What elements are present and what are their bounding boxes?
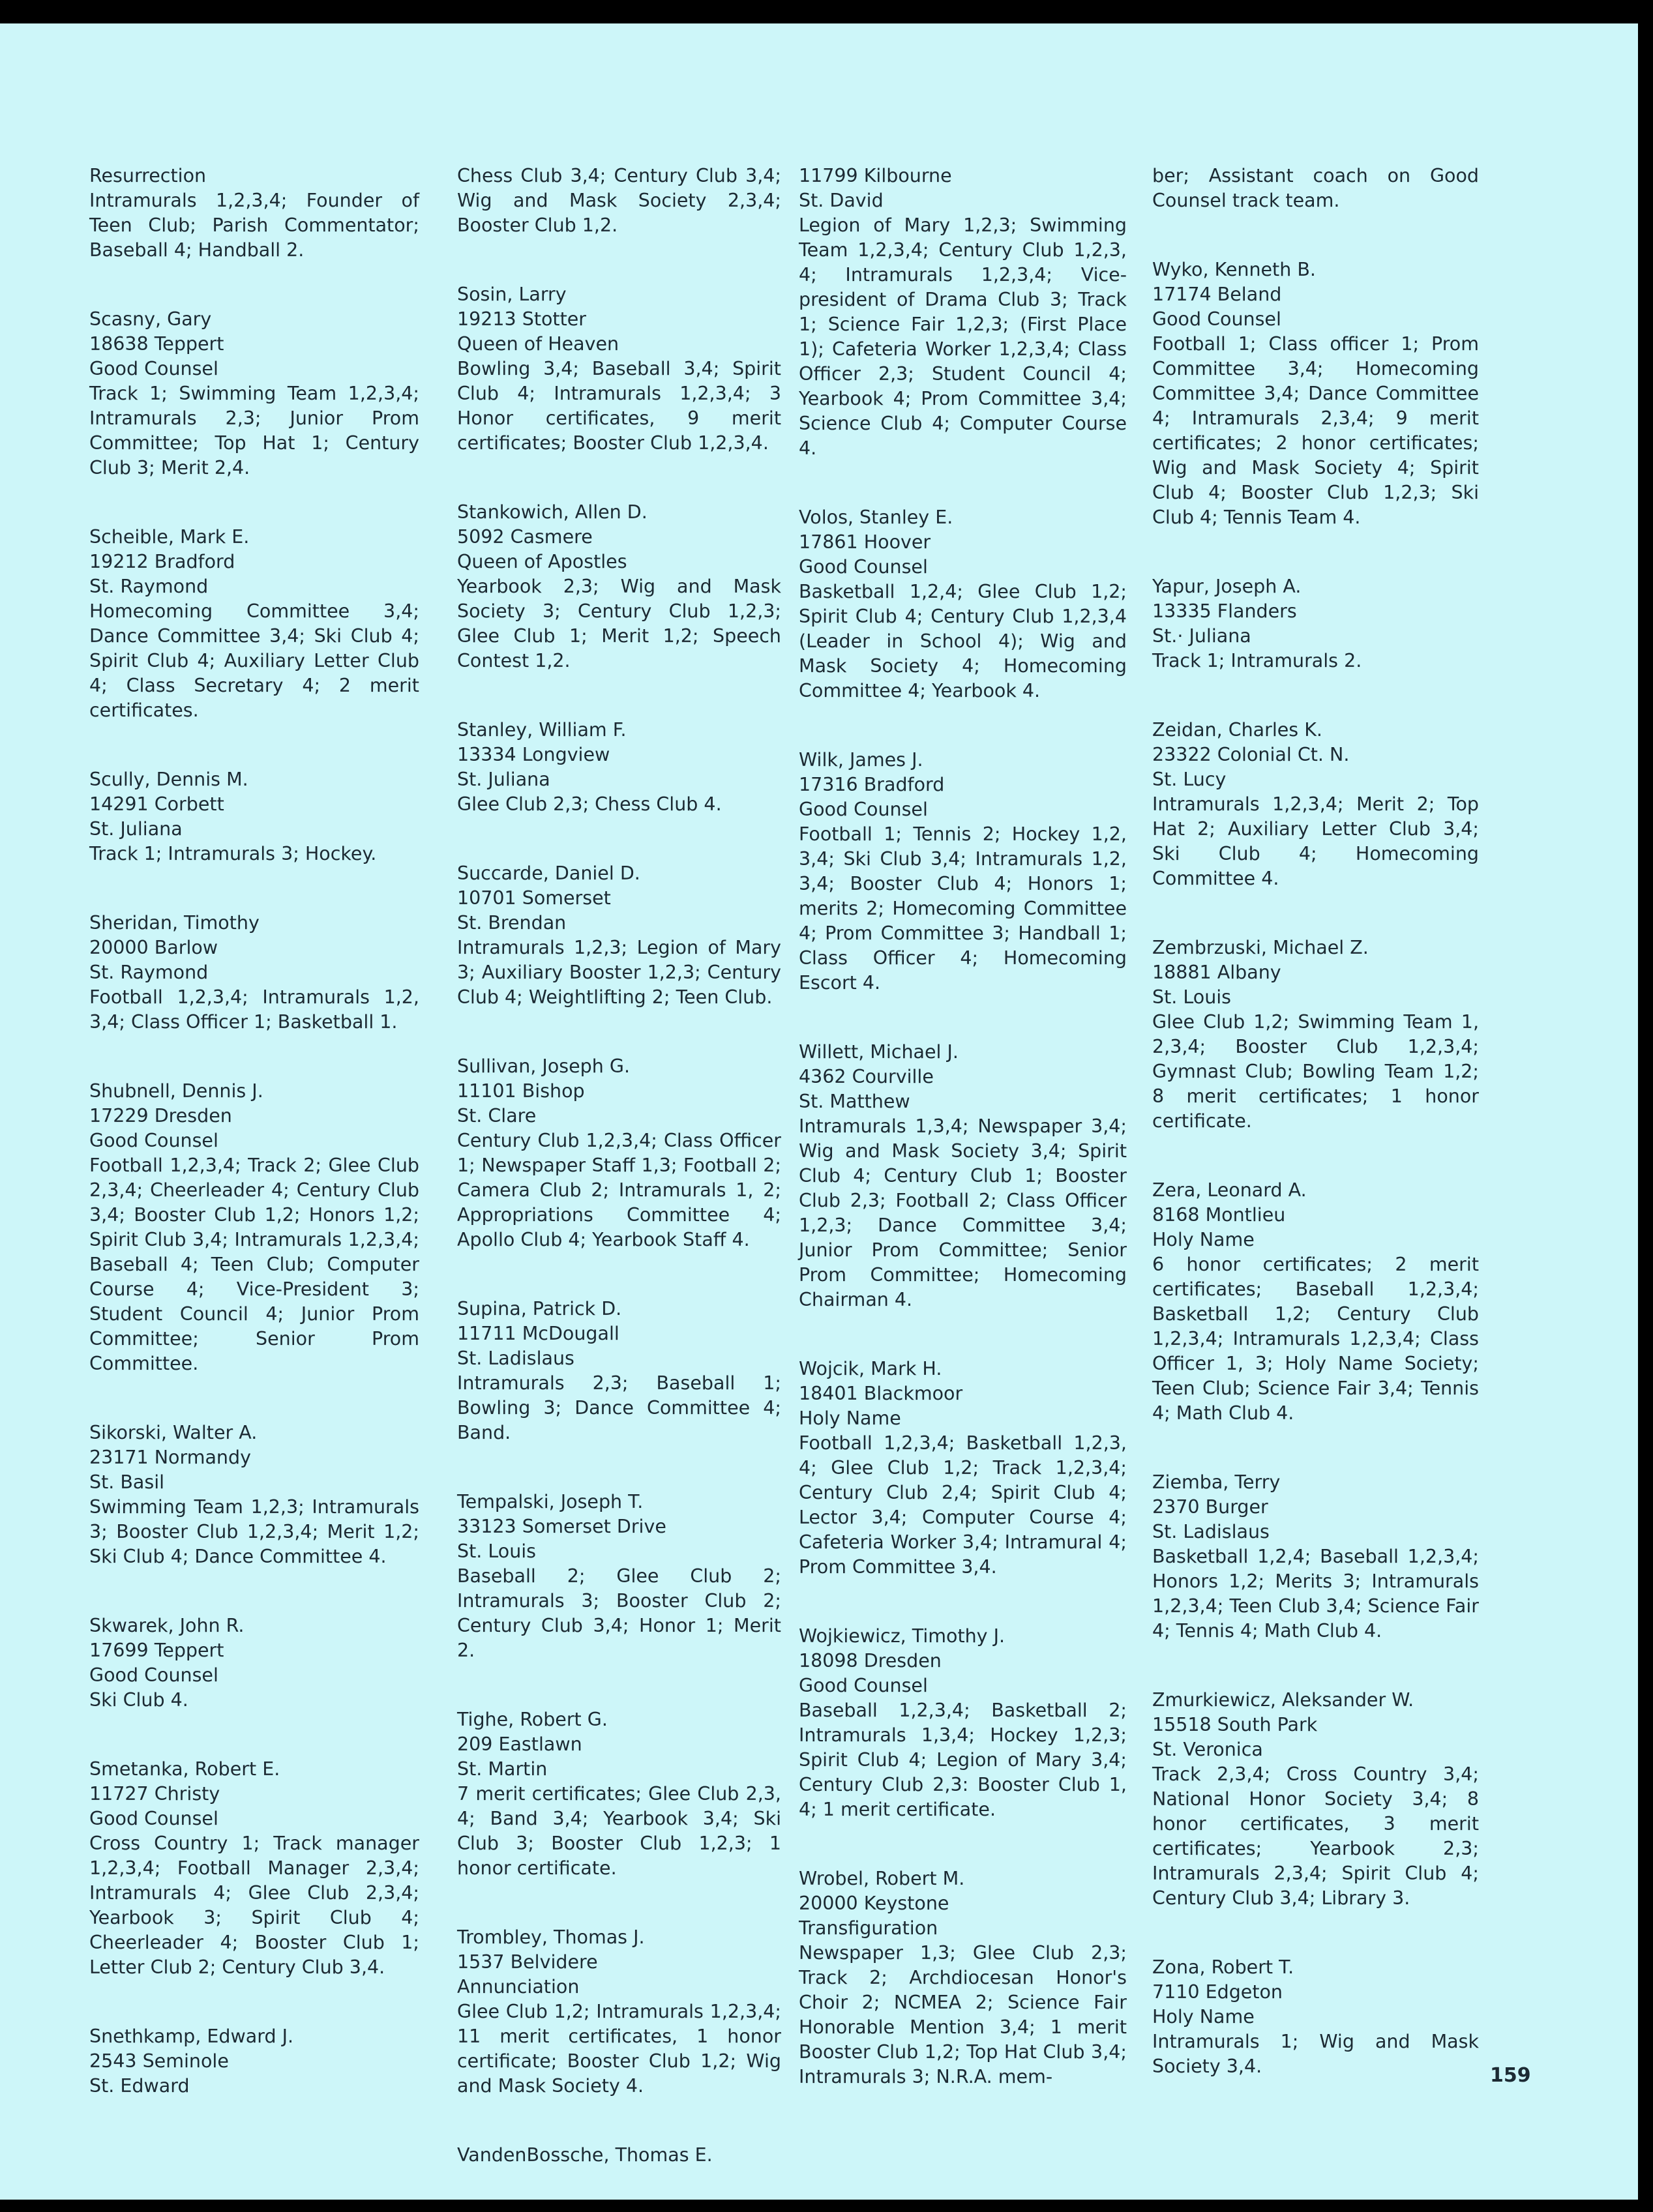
student-parish: St. Martin <box>457 1758 548 1780</box>
student-street: 23171 Normandy <box>89 1447 251 1468</box>
student-name: Succarde, Daniel D. <box>457 863 640 884</box>
student-entry <box>457 861 781 1010</box>
student-entry <box>1152 718 1479 891</box>
student-name: Smetanka, Robert E. <box>89 1758 280 1780</box>
student-parish: St. Louis <box>457 1541 537 1562</box>
student-name: Snethkamp, Edward J. <box>89 2026 294 2047</box>
student-name: VandenBossche, Thomas E. <box>457 2144 713 2166</box>
student-parish: St. Juliana <box>457 769 550 790</box>
student-entry <box>1152 1955 1479 2079</box>
student-parish: St. Veronica <box>1152 1739 1263 1760</box>
student-name: Tighe, Robert G. <box>457 1709 608 1730</box>
student-activities: Basketball 1,2,4; Glee Club 1,2; Spirit Club 4; Century Club 1,2,3,4 (Leader in School 4); Wig and Mask Society 4; Homecoming Committee 4; Yearbook 4. <box>799 581 1127 701</box>
student-street: 13335 Flanders <box>1152 600 1297 622</box>
student-entry <box>457 1925 781 2099</box>
student-entry <box>89 767 419 866</box>
student-activities: Homecoming Committee 3,4; Dance Committee 3,4; Ski Club 4; Spirit Club 4; Auxiliary Letter Club 4; Class Secretary 4; 2 merit certificates. <box>89 600 419 721</box>
student-parish: St. Basil <box>89 1471 165 1493</box>
student-name: Shubnell, Dennis J. <box>89 1080 263 1102</box>
student-entry <box>1152 1178 1479 1426</box>
student-activities: Baseball 2; Glee Club 2; Intramurals 3; Booster Club 2; Century Club 3,4; Honor 1; Merit 2. <box>457 1565 781 1661</box>
student-entry <box>457 718 781 817</box>
student-name: Scheible, Mark E. <box>89 526 250 548</box>
student-street: 14291 Corbett <box>89 793 224 815</box>
student-name: Skwarek, John R. <box>89 1615 245 1636</box>
student-parish: St. Raymond <box>89 576 209 597</box>
student-name: Sikorski, Walter A. <box>89 1422 258 1443</box>
student-street: 19212 Bradford <box>89 551 235 572</box>
student-name: Tempalski, Joseph T. <box>457 1491 644 1512</box>
student-entry <box>89 1079 419 1376</box>
student-parish: St. Edward <box>89 2075 190 2097</box>
student-street: 7110 Edgeton <box>1152 1981 1283 2003</box>
student-parish: Good Counsel <box>89 1664 218 1686</box>
student-street: 17229 Dresden <box>89 1105 232 1127</box>
student-name: Zmurkiewicz, Aleksander W. <box>1152 1689 1414 1711</box>
student-street: 17861 Hoover <box>799 531 931 553</box>
student-parish: St. Juliana <box>89 818 183 840</box>
student-street: 15518 South Park <box>1152 1714 1318 1735</box>
student-entry <box>1152 574 1479 673</box>
student-entry <box>799 1866 1127 2089</box>
student-entry <box>1152 258 1479 530</box>
student-name: Zera, Leonard A. <box>1152 1179 1307 1201</box>
student-activities: Football 1; Class officer 1; Prom Committee 3,4; Homecoming Committee 3,4; Dance Committee 4; Intramurals 2,3,4; 9 merit certificates; 2 honor certificates; Wig and Mask Society 4; Spirit Club 4; Booster Club 1,2,3; Ski Club 4; Tennis Team 4. <box>1152 333 1479 528</box>
student-entry <box>457 282 781 456</box>
student-entry <box>799 505 1127 703</box>
student-name: Sullivan, Joseph G. <box>457 1055 631 1077</box>
student-parish: Holy Name <box>1152 2006 1255 2028</box>
student-entry <box>457 2143 781 2168</box>
student-activities: Baseball 1,2,3,4; Basketball 2; Intramurals 1,3,4; Hockey 1,2,3; Spirit Club 4; Legion of Mary 3,4; Century Club 2,3: Booster Club 1, 4; 1 merit certificate. <box>799 1700 1127 1820</box>
student-name: Stanley, William F. <box>457 719 627 741</box>
student-street: 2370 Burger <box>1152 1496 1268 1518</box>
student-entry <box>457 1490 781 1663</box>
student-street: 8168 Montlieu <box>1152 1204 1286 1226</box>
student-street: 17316 Bradford <box>799 774 945 795</box>
student-name: Wojkiewicz, Timothy J. <box>799 1625 1005 1647</box>
student-entry <box>1152 1688 1479 1911</box>
student-street: 20000 Keystone <box>799 1893 949 1914</box>
student-activities: Glee Club 2,3; Chess Club 4. <box>457 793 722 815</box>
student-entry <box>799 1624 1127 1822</box>
student-entry <box>799 1040 1127 1312</box>
student-entry <box>89 1614 419 1713</box>
student-parish: St. Raymond <box>89 962 209 983</box>
student-activities: Track 1; Swimming Team 1,2,3,4; Intramurals 2,3; Junior Prom Committee; Top Hat 1; Century Club 3; Merit 2,4. <box>89 383 419 479</box>
yearbook-page <box>0 23 1638 2200</box>
student-activities: Football 1,2,3,4; Track 2; Glee Club 2,3,4; Cheerleader 4; Century Club 3,4; Booster Club 1,2; Honors 1,2; Spirit Club 3,4; Intramurals 1,2,3,4; Baseball 4; Teen Club; Computer Course 4; Vice-President 3; Student Council 4; Junior Prom Committee; Senior Prom Committee. <box>89 1155 419 1374</box>
student-entry <box>1152 936 1479 1134</box>
student-activities: 7 merit certificates; Glee Club 2,3, 4; Band 3,4; Yearbook 3,4; Ski Club 3; Booster Club 1,2,3; 1 honor certificate. <box>457 1783 781 1879</box>
student-parish: Good Counsel <box>799 799 928 820</box>
student-parish: Good Counsel <box>89 358 218 379</box>
page-number: 159 <box>1490 2064 1531 2087</box>
student-entry <box>457 500 781 673</box>
student-street: 17174 Beland <box>1152 284 1282 305</box>
student-activities: Swimming Team 1,2,3; Intramurals 3; Booster Club 1,2,3,4; Merit 1,2; Ski Club 4; Dance Committee 4. <box>89 1496 419 1567</box>
student-entry <box>799 748 1127 995</box>
student-name: Yapur, Joseph A. <box>1152 576 1302 597</box>
student-parish: St. Clare <box>457 1105 537 1127</box>
student-activities: Newspaper 1,3; Glee Club 2,3; Track 2; Archdiocesan Honor's Choir 2; NCMEA 2; Science Fair Honorable Mention 3,4; 1 merit Booster Club 1,2; Top Hat Club 3,4; Intramurals 3; N.R.A. mem- <box>799 1942 1127 2087</box>
student-street: 13334 Longview <box>457 744 610 765</box>
student-street: 4362 Courville <box>799 1066 934 1087</box>
student-name: Volos, Stanley E. <box>799 507 953 528</box>
student-activities: Century Club 1,2,3,4; Class Officer 1; Newspaper Staff 1,3; Football 2; Camera Club 2; Intramurals 1, 2; Appropriations Committee 4; Apollo Club 4; Yearbook Staff 4. <box>457 1130 781 1250</box>
student-activities: Intramurals 1,3,4; Newspaper 3,4; Wig and Mask Society 3,4; Spirit Club 4; Century Club 1; Booster Club 2,3; Football 2; Class Officer 1,2,3; Dance Committee 3,4; Junior Prom Committee; Senior Prom Committee; Homecoming Chairman 4. <box>799 1115 1127 1310</box>
student-street: 33123 Somerset Drive <box>457 1516 666 1537</box>
student-activities: Intramurals 1; Wig and Mask Society 3,4. <box>1152 2031 1479 2077</box>
student-entry <box>89 1421 419 1569</box>
student-street: 18401 Blackmoor <box>799 1383 963 1404</box>
student-parish: Good Counsel <box>1152 308 1281 330</box>
column-2 <box>457 164 781 2212</box>
student-street: 23322 Colonial Ct. N. <box>1152 744 1350 765</box>
student-activities: Yearbook 2,3; Wig and Mask Society 3; Century Club 1,2,3; Glee Club 1; Merit 1,2; Speech Contest 1,2. <box>457 576 781 671</box>
student-activities: Cross Country 1; Track manager 1,2,3,4; Football Manager 2,3,4; Intramurals 4; Glee Club 2,3,4; Yearbook 3; Spirit Club 4; Cheerleader 4; Booster Club 1; Letter Club 2; Century Club 3,4. <box>89 1833 419 1978</box>
student-parish: St. Ladislaus <box>1152 1521 1270 1542</box>
student-activities: Football 1,2,3,4; Intramurals 1,2, 3,4; Class Officer 1; Basketball 1. <box>89 986 419 1033</box>
student-street: 17699 Teppert <box>89 1640 224 1661</box>
student-parish: Annunciation <box>457 1976 580 1998</box>
student-activities: Intramurals 1,2,3; Legion of Mary 3; Auxiliary Booster 1,2,3; Century Club 4; Weightlifting 2; Teen Club. <box>457 937 781 1008</box>
student-entry <box>89 911 419 1035</box>
student-name: Supina, Patrick D. <box>457 1298 622 1320</box>
student-name: Zembrzuski, Michael Z. <box>1152 937 1369 958</box>
student-name: Sheridan, Timothy <box>89 912 260 934</box>
student-name: Wrobel, Robert M. <box>799 1868 965 1889</box>
student-parish: St.· Juliana <box>1152 625 1251 647</box>
student-street: 19213 Stotter <box>457 308 587 330</box>
student-parish: Queen of Heaven <box>457 333 619 355</box>
student-street: 18881 Albany <box>1152 962 1281 983</box>
student-activities: Glee Club 1,2; Swimming Team 1, 2,3,4; Booster Club 1,2,3,4; Gymnast Club; Bowling Team 1,2; 8 merit certificates; 1 honor certificate. <box>1152 1011 1479 1132</box>
student-activities: Track 1; Intramurals 3; Hockey. <box>89 843 377 864</box>
student-parish: Good Counsel <box>89 1130 218 1151</box>
student-name: Scasny, Gary <box>89 308 212 330</box>
student-parish: St. David <box>799 190 884 211</box>
student-name: Zeidan, Charles K. <box>1152 719 1322 741</box>
student-activities: Bowling 3,4; Baseball 3,4; Spirit Club 4; Intramurals 1,2,3,4; 3 Honor certificates, 9 merit certificates; Booster Club 1,2,3,4. <box>457 358 781 454</box>
student-entry <box>89 307 419 480</box>
student-parish: Resurrection <box>89 165 207 186</box>
student-parish: Good Counsel <box>799 556 928 578</box>
student-activities: 6 honor certificates; 2 merit certificates; Baseball 1,2,3,4; Basketball 1,2; Century Club 1,2,3,4; Intramurals 1,2,3,4; Class Officer 1, 3; Holy Name Society; Teen Club; Science Fair 3,4; Tennis 4; Math Club 4. <box>1152 1254 1479 1424</box>
student-activities: Ski Club 4. <box>89 1689 188 1711</box>
student-street: 11727 Christy <box>89 1783 220 1805</box>
student-name: Stankowich, Allen D. <box>457 501 648 523</box>
student-name: Wojcik, Mark H. <box>799 1358 942 1379</box>
student-name: Scully, Dennis M. <box>89 769 248 790</box>
student-street: 10701 Somerset <box>457 887 611 909</box>
student-entry <box>457 164 781 238</box>
student-street: 18638 Teppert <box>89 333 224 355</box>
column-4 <box>1152 164 1479 2123</box>
student-entry <box>89 164 419 263</box>
student-street: 1537 Belvidere <box>457 1951 598 1973</box>
student-activities: Chess Club 3,4; Century Club 3,4; Wig and Mask Society 2,3,4; Booster Club 1,2. <box>457 165 781 236</box>
student-entry <box>457 1054 781 1252</box>
student-street: 5092 Casmere <box>457 526 593 548</box>
student-activities: Glee Club 1,2; Intramurals 1,2,3,4; 11 merit certificates, 1 honor certificate; Booster Club 1,2; Wig and Mask Society 4. <box>457 2001 781 2097</box>
student-entry <box>799 164 1127 461</box>
student-parish: Transfiguration <box>799 1917 938 1939</box>
student-street: 11711 McDougall <box>457 1323 619 1344</box>
student-entry <box>89 2024 419 2099</box>
student-activities: Track 2,3,4; Cross Country 3,4; National Honor Society 3,4; 8 honor certificates, 3 merit certificates; Yearbook 2,3; Intramurals 2,3,4; Spirit Club 4; Century Club 3,4; Library 3. <box>1152 1763 1479 1909</box>
student-entry <box>89 525 419 723</box>
student-activities: Football 1; Tennis 2; Hockey 1,2, 3,4; Ski Club 3,4; Intramurals 1,2, 3,4; Booster Club 4; Honors 1; merits 2; Homecoming Committee 4; Prom Committee 3; Handball 1; Class Officer 4; Homecoming Escort 4. <box>799 823 1127 994</box>
student-parish: Holy Name <box>799 1408 901 1429</box>
student-parish: Good Counsel <box>799 1675 928 1696</box>
student-parish: Holy Name <box>1152 1229 1255 1250</box>
student-name: Wyko, Kenneth B. <box>1152 259 1316 280</box>
student-name: Zona, Robert T. <box>1152 1956 1294 1978</box>
student-entry <box>89 1757 419 1980</box>
student-parish: St. Brendan <box>457 912 567 934</box>
student-name: Ziemba, Terry <box>1152 1471 1281 1493</box>
student-entry <box>1152 164 1479 213</box>
student-name: Wilk, James J. <box>799 749 923 771</box>
student-street: 11101 Bishop <box>457 1080 585 1102</box>
student-parish: St. Ladislaus <box>457 1348 574 1369</box>
student-activities: ber; Assistant coach on Good Counsel track team. <box>1152 165 1479 211</box>
student-entry <box>457 1707 781 1881</box>
student-entry <box>799 1357 1127 1580</box>
student-street: 2543 Seminole <box>89 2050 229 2072</box>
student-name: Sosin, Larry <box>457 284 567 305</box>
student-activities: Legion of Mary 1,2,3; Swimming Team 1,2,3,4; Century Club 1,2,3, 4; Intramurals 1,2,3,4; Vice-president of Drama Club 3; Track 1; Science Fair 1,2,3; (First Place 1); Cafeteria Worker 1,2,3,4; Class Officer 2,3; Student Council 4; Yearbook 4; Prom Committee 3,4; Science Club 4; Computer Course 4. <box>799 214 1127 459</box>
student-street: 11799 Kilbourne <box>799 165 952 186</box>
student-street: 18098 Dresden <box>799 1650 942 1672</box>
column-3 <box>799 164 1127 2134</box>
student-name: Trombley, Thomas J. <box>457 1926 645 1948</box>
student-parish: St. Louis <box>1152 986 1232 1008</box>
student-parish: Good Counsel <box>89 1808 218 1829</box>
student-activities: Intramurals 1,2,3,4; Merit 2; Top Hat 2; Auxiliary Letter Club 3,4; Ski Club 4; Homecoming Committee 4. <box>1152 793 1479 889</box>
student-parish: Queen of Apostles <box>457 551 627 572</box>
student-activities: Track 1; Intramurals 2. <box>1152 650 1362 671</box>
column-1 <box>89 164 419 2143</box>
student-name: Willett, Michael J. <box>799 1041 959 1063</box>
scan-border <box>1638 0 1653 2200</box>
student-activities: Basketball 1,2,4; Baseball 1,2,3,4; Honors 1,2; Merits 3; Intramurals 1,2,3,4; Teen Club 3,4; Science Fair 4; Tennis 4; Math Club 4. <box>1152 1546 1479 1642</box>
student-parish: St. Lucy <box>1152 769 1227 790</box>
student-activities: Intramurals 1,2,3,4; Founder of Teen Club; Parish Commentator; Baseball 4; Handball 2. <box>89 190 419 261</box>
student-activities: Intramurals 2,3; Baseball 1; Bowling 3; Dance Committee 4; Band. <box>457 1372 781 1443</box>
student-street: 209 Eastlawn <box>457 1733 582 1755</box>
student-activities: Football 1,2,3,4; Basketball 1,2,3, 4; Glee Club 1,2; Track 1,2,3,4; Century Club 2,4; Spirit Club 4; Lector 3,4; Computer Course 4; Cafeteria Worker 3,4; Intramural 4; Prom Committee 3,4. <box>799 1432 1127 1578</box>
student-entry <box>1152 1470 1479 1644</box>
student-street: 20000 Barlow <box>89 937 218 958</box>
student-entry <box>457 1297 781 1445</box>
student-parish: St. Matthew <box>799 1091 910 1112</box>
